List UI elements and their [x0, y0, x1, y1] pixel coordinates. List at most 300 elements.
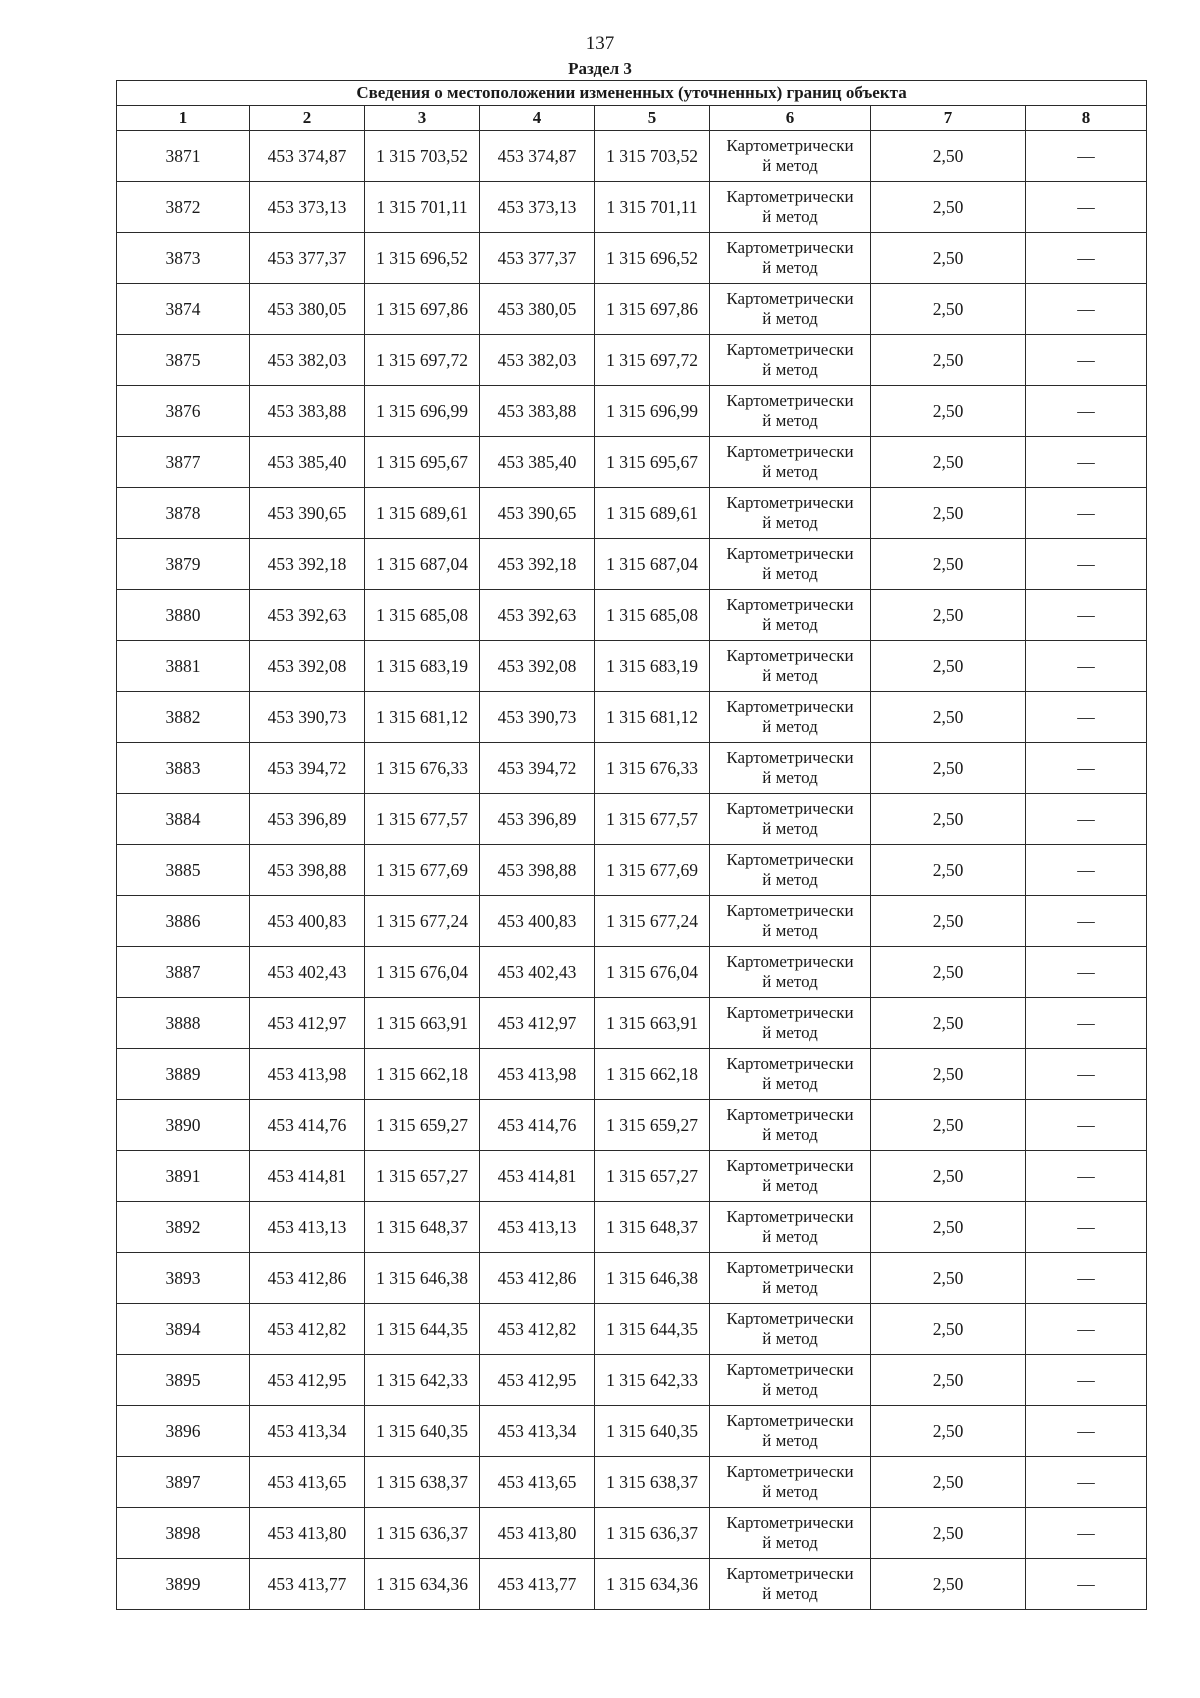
note-cell: —: [1026, 233, 1147, 284]
method-cell: [710, 131, 871, 182]
note-cell: —: [1026, 539, 1147, 590]
x-coordinate: 453 380,05: [480, 284, 595, 335]
method-cell: [710, 743, 871, 794]
y-coordinate: 1 315 676,04: [365, 947, 480, 998]
method-text: й метод: [762, 768, 818, 787]
method-text: Картометрически: [726, 187, 854, 206]
method-text: Картометрически: [726, 595, 854, 614]
section-title: Раздел 3: [568, 59, 632, 78]
y-coordinate: 1 315 638,37: [595, 1457, 710, 1508]
x-coordinate: 453 413,13: [250, 1202, 365, 1253]
x-coordinate: 453 390,65: [250, 488, 365, 539]
method-text: й метод: [762, 819, 818, 838]
method-cell: [710, 794, 871, 845]
point-number: 3873: [117, 233, 250, 284]
y-coordinate: 1 315 640,35: [595, 1406, 710, 1457]
accuracy-value: 2,50: [871, 1253, 1026, 1304]
note-cell: —: [1026, 794, 1147, 845]
x-coordinate: 453 412,97: [480, 998, 595, 1049]
accuracy-value: 2,50: [871, 1100, 1026, 1151]
method-text: Картометрически: [726, 136, 854, 155]
method-text: й метод: [762, 411, 818, 430]
method-text: Картометрически: [726, 646, 854, 665]
y-coordinate: 1 315 697,72: [595, 335, 710, 386]
table-caption: Сведения о местоположении измененных (уточненных) границ объекта: [117, 81, 1147, 106]
y-coordinate: 1 315 681,12: [595, 692, 710, 743]
y-coordinate: 1 315 697,86: [365, 284, 480, 335]
x-coordinate: 453 412,82: [480, 1304, 595, 1355]
x-coordinate: 453 390,73: [250, 692, 365, 743]
method-cell: [710, 182, 871, 233]
y-coordinate: 1 315 703,52: [365, 131, 480, 182]
page-number: 137: [585, 33, 615, 54]
table-row: [117, 335, 1147, 386]
table-row: [117, 488, 1147, 539]
accuracy-value: 2,50: [871, 692, 1026, 743]
note-cell: —: [1026, 1049, 1147, 1100]
note-cell: —: [1026, 386, 1147, 437]
method-text: Картометрически: [726, 391, 854, 410]
point-number: 3887: [117, 947, 250, 998]
y-coordinate: 1 315 701,11: [595, 182, 710, 233]
point-number: 3885: [117, 845, 250, 896]
x-coordinate: 453 413,98: [480, 1049, 595, 1100]
x-coordinate: 453 413,77: [250, 1559, 365, 1610]
x-coordinate: 453 394,72: [480, 743, 595, 794]
x-coordinate: 453 383,88: [250, 386, 365, 437]
method-text: й метод: [762, 513, 818, 532]
point-number: 3875: [117, 335, 250, 386]
method-text: Картометрически: [726, 799, 854, 818]
y-coordinate: 1 315 677,69: [595, 845, 710, 896]
y-coordinate: 1 315 683,19: [595, 641, 710, 692]
method-text: Картометрически: [726, 544, 854, 563]
method-text: й метод: [762, 666, 818, 685]
x-coordinate: 453 396,89: [480, 794, 595, 845]
table-row: [117, 1457, 1147, 1508]
y-coordinate: 1 315 662,18: [365, 1049, 480, 1100]
method-text: Картометрически: [726, 1309, 854, 1328]
x-coordinate: 453 398,88: [480, 845, 595, 896]
accuracy-value: 2,50: [871, 947, 1026, 998]
table-body: [117, 131, 1147, 1610]
x-coordinate: 453 412,95: [250, 1355, 365, 1406]
point-number: 3880: [117, 590, 250, 641]
table-row: [117, 947, 1147, 998]
x-coordinate: 453 413,80: [250, 1508, 365, 1559]
table-row: [117, 182, 1147, 233]
method-text: Картометрически: [726, 1258, 854, 1277]
method-cell: [710, 1559, 871, 1610]
method-cell: [710, 539, 871, 590]
point-number: 3897: [117, 1457, 250, 1508]
x-coordinate: 453 392,08: [480, 641, 595, 692]
column-number: 4: [480, 106, 595, 131]
table-row: [117, 1406, 1147, 1457]
y-coordinate: 1 315 648,37: [365, 1202, 480, 1253]
y-coordinate: 1 315 677,69: [365, 845, 480, 896]
y-coordinate: 1 315 634,36: [595, 1559, 710, 1610]
method-cell: [710, 1253, 871, 1304]
y-coordinate: 1 315 683,19: [365, 641, 480, 692]
method-text: й метод: [762, 615, 818, 634]
method-cell: [710, 1049, 871, 1100]
method-text: Картометрически: [726, 493, 854, 512]
y-coordinate: 1 315 701,11: [365, 182, 480, 233]
table-row: [117, 1151, 1147, 1202]
table-row: [117, 1202, 1147, 1253]
x-coordinate: 453 414,76: [480, 1100, 595, 1151]
point-number: 3893: [117, 1253, 250, 1304]
x-coordinate: 453 413,77: [480, 1559, 595, 1610]
accuracy-value: 2,50: [871, 182, 1026, 233]
table-row: [117, 1355, 1147, 1406]
y-coordinate: 1 315 689,61: [595, 488, 710, 539]
method-text: й метод: [762, 870, 818, 889]
note-cell: —: [1026, 1304, 1147, 1355]
y-coordinate: 1 315 695,67: [595, 437, 710, 488]
x-coordinate: 453 374,87: [480, 131, 595, 182]
x-coordinate: 453 392,63: [250, 590, 365, 641]
point-number: 3898: [117, 1508, 250, 1559]
x-coordinate: 453 400,83: [480, 896, 595, 947]
x-coordinate: 453 373,13: [250, 182, 365, 233]
point-number: 3895: [117, 1355, 250, 1406]
point-number: 3890: [117, 1100, 250, 1151]
method-text: й метод: [762, 972, 818, 991]
table-row: [117, 998, 1147, 1049]
x-coordinate: 453 374,87: [250, 131, 365, 182]
accuracy-value: 2,50: [871, 896, 1026, 947]
x-coordinate: 453 398,88: [250, 845, 365, 896]
method-text: Картометрически: [726, 901, 854, 920]
accuracy-value: 2,50: [871, 1355, 1026, 1406]
method-cell: [710, 284, 871, 335]
x-coordinate: 453 392,63: [480, 590, 595, 641]
method-cell: [710, 998, 871, 1049]
accuracy-value: 2,50: [871, 1457, 1026, 1508]
accuracy-value: 2,50: [871, 1304, 1026, 1355]
x-coordinate: 453 413,13: [480, 1202, 595, 1253]
method-cell: [710, 1151, 871, 1202]
method-cell: [710, 1355, 871, 1406]
accuracy-value: 2,50: [871, 1202, 1026, 1253]
table-row: [117, 539, 1147, 590]
method-text: Картометрически: [726, 289, 854, 308]
x-coordinate: 453 413,34: [480, 1406, 595, 1457]
y-coordinate: 1 315 646,38: [365, 1253, 480, 1304]
accuracy-value: 2,50: [871, 539, 1026, 590]
y-coordinate: 1 315 685,08: [365, 590, 480, 641]
method-text: Картометрически: [726, 1411, 854, 1430]
note-cell: —: [1026, 896, 1147, 947]
x-coordinate: 453 414,81: [480, 1151, 595, 1202]
point-number: 3881: [117, 641, 250, 692]
note-cell: —: [1026, 131, 1147, 182]
table-row: [117, 845, 1147, 896]
table-row: [117, 743, 1147, 794]
y-coordinate: 1 315 676,04: [595, 947, 710, 998]
x-coordinate: 453 392,08: [250, 641, 365, 692]
x-coordinate: 453 413,34: [250, 1406, 365, 1457]
point-number: 3896: [117, 1406, 250, 1457]
accuracy-value: 2,50: [871, 743, 1026, 794]
method-text: й метод: [762, 1329, 818, 1348]
method-text: Картометрически: [726, 850, 854, 869]
method-text: Картометрически: [726, 1462, 854, 1481]
point-number: 3894: [117, 1304, 250, 1355]
accuracy-value: 2,50: [871, 1151, 1026, 1202]
column-number: 2: [250, 106, 365, 131]
accuracy-value: 2,50: [871, 1406, 1026, 1457]
note-cell: —: [1026, 1355, 1147, 1406]
y-coordinate: 1 315 659,27: [365, 1100, 480, 1151]
note-cell: —: [1026, 1559, 1147, 1610]
y-coordinate: 1 315 681,12: [365, 692, 480, 743]
table-row: [117, 437, 1147, 488]
method-text: й метод: [762, 1482, 818, 1501]
note-cell: —: [1026, 590, 1147, 641]
table-row: [117, 1304, 1147, 1355]
method-cell: [710, 233, 871, 284]
column-number-row: [117, 106, 1147, 131]
y-coordinate: 1 315 677,57: [365, 794, 480, 845]
y-coordinate: 1 315 642,33: [595, 1355, 710, 1406]
note-cell: —: [1026, 998, 1147, 1049]
y-coordinate: 1 315 657,27: [595, 1151, 710, 1202]
x-coordinate: 453 373,13: [480, 182, 595, 233]
y-coordinate: 1 315 676,33: [365, 743, 480, 794]
method-text: й метод: [762, 564, 818, 583]
y-coordinate: 1 315 685,08: [595, 590, 710, 641]
method-text: Картометрически: [726, 1054, 854, 1073]
point-number: 3877: [117, 437, 250, 488]
column-number: 6: [710, 106, 871, 131]
method-text: й метод: [762, 1533, 818, 1552]
point-number: 3871: [117, 131, 250, 182]
method-cell: [710, 437, 871, 488]
method-cell: [710, 335, 871, 386]
point-number: 3876: [117, 386, 250, 437]
method-text: Картометрически: [726, 340, 854, 359]
y-coordinate: 1 315 646,38: [595, 1253, 710, 1304]
method-cell: [710, 896, 871, 947]
accuracy-value: 2,50: [871, 386, 1026, 437]
y-coordinate: 1 315 659,27: [595, 1100, 710, 1151]
table-row: [117, 641, 1147, 692]
method-text: й метод: [762, 921, 818, 940]
accuracy-value: 2,50: [871, 1508, 1026, 1559]
x-coordinate: 453 413,98: [250, 1049, 365, 1100]
note-cell: —: [1026, 1457, 1147, 1508]
table-row: [117, 1559, 1147, 1610]
table-row: [117, 1253, 1147, 1304]
point-number: 3878: [117, 488, 250, 539]
y-coordinate: 1 315 697,86: [595, 284, 710, 335]
y-coordinate: 1 315 648,37: [595, 1202, 710, 1253]
point-number: 3884: [117, 794, 250, 845]
column-number: 3: [365, 106, 480, 131]
x-coordinate: 453 392,18: [480, 539, 595, 590]
point-number: 3882: [117, 692, 250, 743]
method-text: й метод: [762, 1074, 818, 1093]
method-text: й метод: [762, 1125, 818, 1144]
point-number: 3874: [117, 284, 250, 335]
x-coordinate: 453 412,82: [250, 1304, 365, 1355]
x-coordinate: 453 402,43: [250, 947, 365, 998]
y-coordinate: 1 315 677,24: [595, 896, 710, 947]
x-coordinate: 453 413,80: [480, 1508, 595, 1559]
method-cell: [710, 1304, 871, 1355]
point-number: 3879: [117, 539, 250, 590]
x-coordinate: 453 390,73: [480, 692, 595, 743]
note-cell: —: [1026, 1151, 1147, 1202]
method-cell: [710, 386, 871, 437]
y-coordinate: 1 315 676,33: [595, 743, 710, 794]
x-coordinate: 453 377,37: [480, 233, 595, 284]
x-coordinate: 453 385,40: [480, 437, 595, 488]
point-number: 3891: [117, 1151, 250, 1202]
method-text: й метод: [762, 1278, 818, 1297]
y-coordinate: 1 315 677,24: [365, 896, 480, 947]
note-cell: —: [1026, 488, 1147, 539]
x-coordinate: 453 377,37: [250, 233, 365, 284]
method-cell: [710, 590, 871, 641]
x-coordinate: 453 413,65: [480, 1457, 595, 1508]
x-coordinate: 453 414,81: [250, 1151, 365, 1202]
accuracy-value: 2,50: [871, 998, 1026, 1049]
accuracy-value: 2,50: [871, 284, 1026, 335]
note-cell: —: [1026, 284, 1147, 335]
table-row: [117, 386, 1147, 437]
method-text: Картометрически: [726, 442, 854, 461]
accuracy-value: 2,50: [871, 131, 1026, 182]
y-coordinate: 1 315 697,72: [365, 335, 480, 386]
note-cell: —: [1026, 845, 1147, 896]
y-coordinate: 1 315 703,52: [595, 131, 710, 182]
note-cell: —: [1026, 947, 1147, 998]
x-coordinate: 453 414,76: [250, 1100, 365, 1151]
accuracy-value: 2,50: [871, 437, 1026, 488]
y-coordinate: 1 315 636,37: [595, 1508, 710, 1559]
method-cell: [710, 947, 871, 998]
method-text: й метод: [762, 1431, 818, 1450]
x-coordinate: 453 412,97: [250, 998, 365, 1049]
y-coordinate: 1 315 687,04: [365, 539, 480, 590]
y-coordinate: 1 315 634,36: [365, 1559, 480, 1610]
table-row: [117, 896, 1147, 947]
method-text: Картометрически: [726, 1105, 854, 1124]
y-coordinate: 1 315 696,99: [595, 386, 710, 437]
note-cell: —: [1026, 1508, 1147, 1559]
accuracy-value: 2,50: [871, 488, 1026, 539]
table-row: [117, 1049, 1147, 1100]
table-row: [117, 794, 1147, 845]
accuracy-value: 2,50: [871, 233, 1026, 284]
method-text: Картометрически: [726, 952, 854, 971]
method-text: й метод: [762, 258, 818, 277]
x-coordinate: 453 382,03: [480, 335, 595, 386]
point-number: 3892: [117, 1202, 250, 1253]
method-text: й метод: [762, 207, 818, 226]
x-coordinate: 453 402,43: [480, 947, 595, 998]
note-cell: —: [1026, 641, 1147, 692]
table-row: [117, 233, 1147, 284]
method-text: Картометрически: [726, 748, 854, 767]
column-number: 8: [1026, 106, 1147, 131]
y-coordinate: 1 315 640,35: [365, 1406, 480, 1457]
note-cell: —: [1026, 335, 1147, 386]
column-number: 7: [871, 106, 1026, 131]
accuracy-value: 2,50: [871, 1559, 1026, 1610]
table-row: [117, 1100, 1147, 1151]
method-text: й метод: [762, 1380, 818, 1399]
method-text: й метод: [762, 1227, 818, 1246]
method-text: Картометрически: [726, 1564, 854, 1583]
point-number: 3888: [117, 998, 250, 1049]
accuracy-value: 2,50: [871, 794, 1026, 845]
y-coordinate: 1 315 663,91: [365, 998, 480, 1049]
note-cell: —: [1026, 1253, 1147, 1304]
column-number: 1: [117, 106, 250, 131]
method-cell: [710, 1100, 871, 1151]
y-coordinate: 1 315 638,37: [365, 1457, 480, 1508]
point-number: 3872: [117, 182, 250, 233]
x-coordinate: 453 390,65: [480, 488, 595, 539]
coordinates-table: [116, 80, 1147, 1610]
accuracy-value: 2,50: [871, 1049, 1026, 1100]
method-text: Картометрически: [726, 1513, 854, 1532]
table-row: [117, 1508, 1147, 1559]
accuracy-value: 2,50: [871, 335, 1026, 386]
method-cell: [710, 1202, 871, 1253]
note-cell: —: [1026, 692, 1147, 743]
point-number: 3889: [117, 1049, 250, 1100]
accuracy-value: 2,50: [871, 590, 1026, 641]
y-coordinate: 1 315 663,91: [595, 998, 710, 1049]
method-text: й метод: [762, 156, 818, 175]
method-cell: [710, 1406, 871, 1457]
x-coordinate: 453 380,05: [250, 284, 365, 335]
y-coordinate: 1 315 689,61: [365, 488, 480, 539]
method-text: й метод: [762, 360, 818, 379]
method-text: й метод: [762, 1176, 818, 1195]
table-row: [117, 590, 1147, 641]
method-cell: [710, 692, 871, 743]
method-text: й метод: [762, 462, 818, 481]
method-text: Картометрически: [726, 1156, 854, 1175]
method-text: й метод: [762, 717, 818, 736]
x-coordinate: 453 400,83: [250, 896, 365, 947]
point-number: 3899: [117, 1559, 250, 1610]
note-cell: —: [1026, 437, 1147, 488]
table-row: [117, 692, 1147, 743]
x-coordinate: 453 383,88: [480, 386, 595, 437]
method-text: Картометрически: [726, 1207, 854, 1226]
method-cell: [710, 845, 871, 896]
y-coordinate: 1 315 642,33: [365, 1355, 480, 1406]
y-coordinate: 1 315 644,35: [595, 1304, 710, 1355]
note-cell: —: [1026, 1202, 1147, 1253]
method-text: й метод: [762, 1023, 818, 1042]
y-coordinate: 1 315 695,67: [365, 437, 480, 488]
point-number: 3883: [117, 743, 250, 794]
x-coordinate: 453 394,72: [250, 743, 365, 794]
x-coordinate: 453 413,65: [250, 1457, 365, 1508]
method-cell: [710, 641, 871, 692]
method-text: Картометрически: [726, 1003, 854, 1022]
x-coordinate: 453 385,40: [250, 437, 365, 488]
